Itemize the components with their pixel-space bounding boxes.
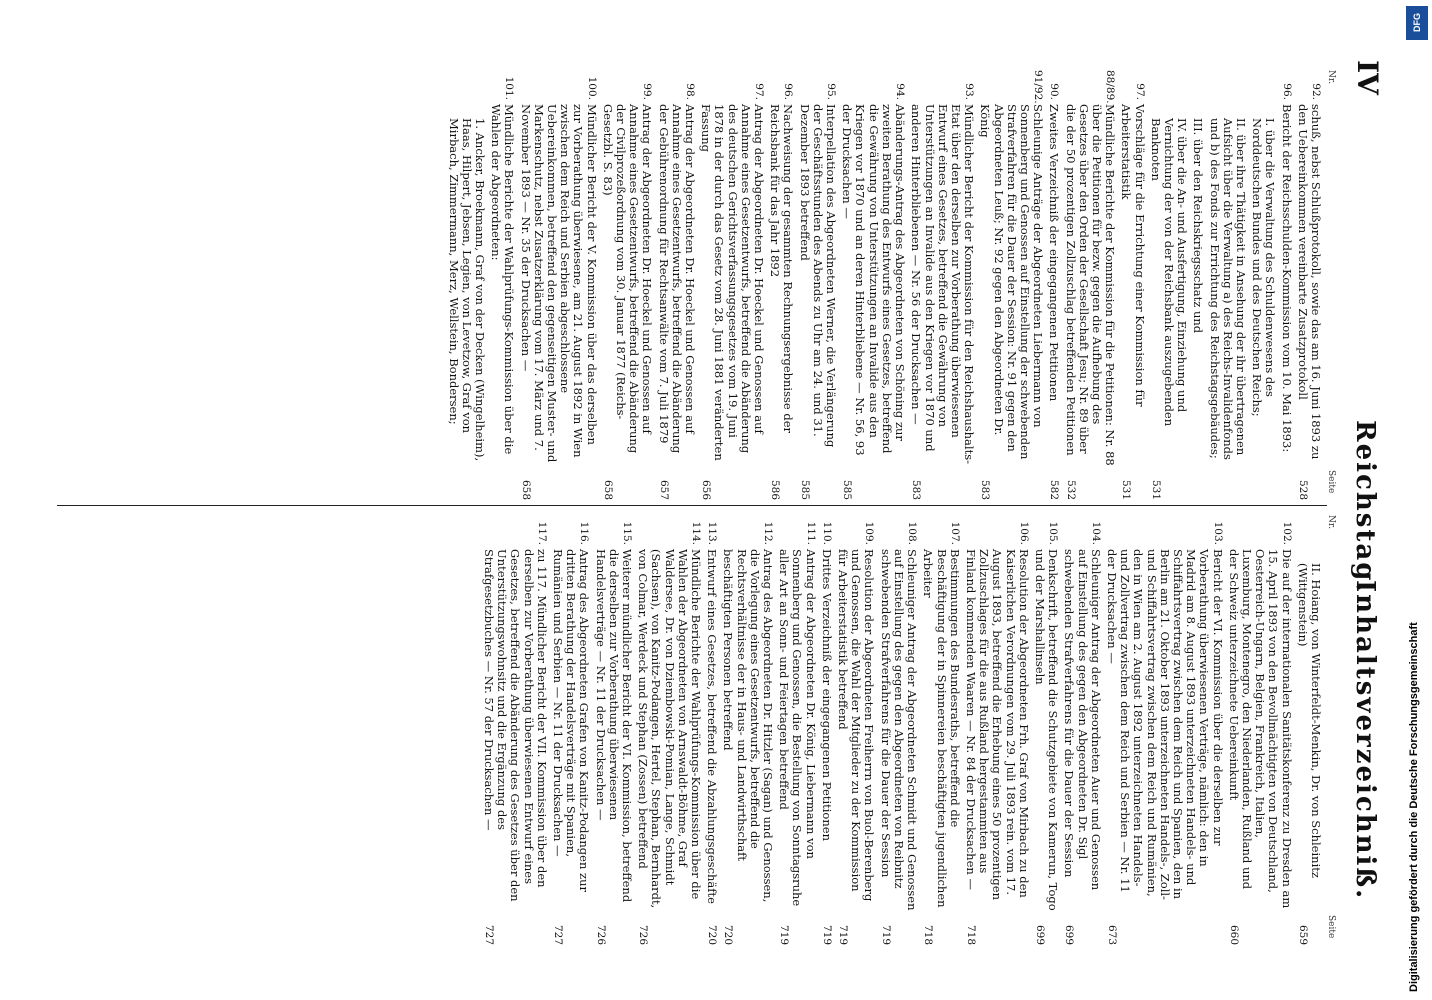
- digitization-note: Digitalisierung gefördert durch die Deutsche Forschungsgemeinschaft: [1408, 622, 1420, 992]
- toc-entry: [1033, 515, 1059, 945]
- toc-entry: [1119, 70, 1145, 500]
- toc-entry: [593, 515, 633, 945]
- toc-entry: [1047, 70, 1060, 500]
- entry-page: 660: [1227, 924, 1240, 945]
- toc-entry: [705, 515, 718, 945]
- entry-page: 719: [820, 924, 833, 945]
- entry-text: Antrag der Abgeordneten Dr. Hoeckel und Genossen auf Annahme eines Gesetzentwurfs, betreffend die Abänderung der Civilprozeßordnung vom 30. Januar 1877 (Reichs-Gesetzbl. S. 83): [600, 104, 655, 454]
- entry-text: Schleuniger Antrag der Abgeordneten Auer und Genossen auf Einstellung des gegen den Abgeordneten Dr. Sigl schwebenden Strafverfahrens für die Dauer der Session: [1062, 549, 1103, 891]
- entry-number: 108.: [906, 521, 919, 545]
- entry-text: Bericht der VI. Kommission über die derselben zur Vorberathung überwiesenen Verträge, nämlich: den in Madrid am 8. August 1893 unterzeichneten Handels- und Schiffahrtsvertrag zwischen dem Reich und Spanien, den in Berlin am 21. Oktober 1893 unterzeichneten Handels-, Zoll- und Schiffahrtsvertrag zwischen dem Reich und Rumänien, den in Wien am 2. August 1892 unterzeichneten Handels- und Zollvertrag zwischen dem Reich und Serbien — Nr. 11 der Drucksachen —: [1104, 549, 1225, 900]
- entry-text: Die auf der internationalen Sanitätskonferenz zu Dresden am 15. April 1893 von den Bevollmächtigten von Deutschland, Oesterreich-Ungarn, Belgien, Frankreich, Italien, Luxemburg, Montenegro, den Niederlanden, Rußland und der Schweiz unterzeichnete Uebereinkunft: [1226, 549, 1294, 909]
- toc-entry: [636, 515, 702, 945]
- entry-text: Antrag des Abgeordneten Dr. Hitzler (Sagan) und Genossen, die Vorlegung eines Gesetzentwurfs, betreffend die Rechtsverhältnisse der in Haus- und Landwirthschaft beschäftigten Personen betreffend: [721, 549, 776, 903]
- entry-number: 110.: [820, 521, 833, 545]
- toc-entry: [768, 70, 794, 500]
- entry-number: 91/92.: [1032, 70, 1045, 104]
- toc-entry: [797, 70, 837, 500]
- entry-number: 97.: [1133, 83, 1146, 100]
- entry-text: Abänderungs-Antrag des Abgeordneten von Schöning zur zweiten Berathung des Entwurfs eines Gesetzes, betreffend die Gewährung von Unterstützungen an Invalide aus den Kriegen vor 1870 und an deren Hinterbliebene — Nr. 56, 93 der Drucksachen —: [840, 104, 908, 456]
- entry-text: Schleuniger Antrag der Abgeordneten Schmidt und Genossen auf Einstellung des gegen den Abgeordneten von Reibnitz schwebenden Strafverfahrens für die Dauer der Session: [878, 549, 920, 911]
- entry-page: 656: [700, 479, 713, 500]
- toc-entry: [840, 70, 906, 500]
- toc-entry: [1105, 515, 1224, 945]
- toc-entry: [1062, 515, 1102, 945]
- entry-text: Bestimmungen des Bundesraths, betreffend die Beschäftigung der in Spinnereien beschäftigten jugendlichen Arbeiter: [921, 549, 962, 908]
- toc-entry: [482, 515, 548, 945]
- entry-page: 659: [1296, 924, 1309, 945]
- entry-text: zu 117. Mündlicher Bericht der VII. Kommission über den derselben zur Vorberathung überwiesenen Entwurf eines Gesetzes, betreffend die Abänderung des Gesetzes über den Unterstützungswohnsitz und die Ergänzung des Strafgesetzbuches — Nr. 57 der Drucksachen —: [482, 549, 549, 902]
- entry-text: Nachweisung der gesammten Rechnungsergebnisse der Reichsbank für das Jahr 1892: [768, 104, 796, 434]
- toc-entry: [1063, 70, 1116, 500]
- entry-text: Antrag der Abgeordneten Dr. Hoeckel und Genossen auf Annahme eines Gesetzentwurfs, betreffend die Abänderung der Gebührenordnung für Rechtsanwälte vom 7. Juli 1879: [656, 104, 698, 454]
- entry-number: 102.: [1280, 521, 1293, 545]
- entry-text: Mündlicher Bericht der Kommission für den Reichshaushalts-Etat über den derselben zur Vorberathung überwiesenen Entwurf eines Gesetzes, betreffend die Gewährung von Unterstützungen an Invalide aus den Kriegen vor 1870 und anderen Hinterbliebenen — Nr. 56 der Drucksachen —: [909, 104, 977, 465]
- toc-entry: [1296, 515, 1322, 945]
- toc-entry: [1250, 70, 1276, 500]
- right-col-nr-label: Nr.: [1326, 515, 1336, 530]
- entry-number: 101.: [503, 76, 516, 100]
- toc-entry: [1279, 70, 1292, 500]
- entry-text: II. über ihre Thätigkeit in Ansehung der ihr übertragenen Aufsicht über die Verwaltung a) des Reichs-Invalidenfonds und b) des Fonds zur Errichtung des Reichstagsgebäudes;: [1207, 118, 1248, 460]
- toc-entry: [721, 515, 774, 945]
- entry-page: 699: [1063, 924, 1076, 945]
- entry-text: II. Hoiang, von Winterfeldt-Menkin, Dr. von Schleinitz (Wittgenstein): [1295, 563, 1323, 878]
- entry-text: Mündliche Berichte der Wahlprüfungs-Kommission über die Wahlen der Abgeordneten von Arnswaldt-Böhme, Graf Waldersee, Dr. von Dziembowski-Pomian, Lange, Schmidt (Sachsen), von Kanitz-Podangen, Hertel, Stephan, Bernhardt, von Colmar, Werdeck und Stephan (Zossen) betreffend: [636, 549, 704, 909]
- toc-entry: [820, 515, 833, 945]
- entry-text: Schleunige Anträge der Abgeordneten Liebermann von Sonnenberg und Genossen auf Einstellung der schwebenden Strafverfahren für die Dauer der Session: Nr. 91 gegen den Abgeordneten Leuß; Nr. 92 gegen den Abgeordneten Dr. König: [978, 104, 1046, 460]
- entry-text: Resolution der Abgeordneten Frh. Graf von Mirbach zu den Kaiserlichen Verordnungen vom 29. Juli 1893 rein. vom 17. August 1893, betreffend die Erhebung eines 50 prozentigen Zollzuschlages für die aus Rußland hergestammten aus Finland kommenden Waaren — Nr. 84 der Drucksachen —: [963, 549, 1031, 900]
- entry-page: 727: [552, 924, 565, 945]
- right-col-seite-label: Seite: [1326, 915, 1336, 939]
- toc-entry: [836, 515, 876, 945]
- entry-text: Interpellation des Abgeordneten Werner, die Verlängerung der Geschäftsstunden des Abends zu Uhr am 24. und 31. Dezember 1893 betreffend: [797, 104, 839, 448]
- entry-text: Vorschläge für die Errichtung einer Kommission für Arbeiterstatistik: [1119, 104, 1147, 407]
- entry-number: 94.: [894, 83, 907, 100]
- toc-entry: [601, 70, 654, 500]
- toc-entry: [921, 515, 961, 945]
- dfg-logo: DFG: [1406, 6, 1428, 40]
- entry-number: 106.: [1017, 521, 1030, 545]
- toc-entry: [1207, 70, 1247, 500]
- toc-entry: [1296, 70, 1322, 500]
- entry-number: 112.: [762, 521, 775, 545]
- entry-number: 92.: [1310, 83, 1322, 100]
- entry-number: 88/89.: [1104, 70, 1117, 104]
- entry-number: 95.: [825, 83, 838, 100]
- entry-number: 113.: [706, 521, 719, 545]
- entry-number: 99.: [641, 83, 654, 100]
- title-reichstag: Reichstag.: [1350, 420, 1380, 594]
- toc-entry: [879, 515, 919, 945]
- entry-page: 718: [964, 924, 977, 945]
- toc-left-column: [443, 70, 1322, 500]
- toc-entry: [777, 515, 817, 945]
- entry-page: 726: [594, 924, 607, 945]
- entry-page: 585: [798, 479, 811, 500]
- entry-number: 96.: [1280, 83, 1293, 100]
- entry-text: Denkschrift, betreffend die Schutzgebiete von Kamerun, Togo und der Marshallinseln: [1032, 549, 1061, 911]
- entry-text: schuß, nebst Schlußprotokoll, sowie das am 16. Juni 1893 zu den Uebereinkommen vereinbarte Zusatzprotokoll: [1295, 104, 1323, 460]
- page-number: IV: [1351, 60, 1384, 95]
- toc-entry: [1227, 515, 1293, 945]
- entry-page: 583: [979, 479, 992, 500]
- entry-text: Bericht der Reichsschulden-Kommission vom 10. Mai 1893:: [1279, 104, 1294, 453]
- toc-entry: [518, 70, 597, 500]
- entry-number: 100.: [585, 76, 598, 100]
- entry-text: 1. Ancker, Broekmann, Graf von der Decken (Wingelheim), Haas, Hilpert, Jebsen, Legien, von Levetzow, Graf von Mirbach, Zimmermann, Merz, Wellstein, Bondersen;: [446, 118, 488, 462]
- entry-text: III. über den Reichskriegsschatz und: [1191, 118, 1206, 334]
- entry-page: 718: [922, 924, 935, 945]
- entry-page: 658: [601, 479, 614, 500]
- left-col-nr-label: Nr.: [1326, 70, 1336, 85]
- entry-text: Antrag der Abgeordneten Dr. König, Liebermann von Sonnenberg und Genossen, die Bestellung von Sonntagsruhe aller Art an Sonn- und Feiertagen betreffend: [777, 549, 818, 907]
- entry-page: 532: [1064, 479, 1077, 500]
- entry-page: 658: [519, 479, 532, 500]
- left-col-seite-label: Seite: [1326, 470, 1336, 494]
- entry-number: 109.: [863, 521, 876, 545]
- entry-text: Drittes Verzeichniß der eingegangenen Petitionen: [819, 549, 834, 841]
- entry-page: 531: [1120, 479, 1133, 500]
- entry-number: 105.: [1047, 521, 1060, 545]
- toc-entry: [964, 515, 1030, 945]
- toc-right-column: [479, 515, 1322, 945]
- entry-text: Zweites Verzeichniß der eingegangenen Petitionen: [1047, 104, 1062, 402]
- entry-page: 720: [706, 924, 719, 945]
- entry-number: 103.: [1211, 521, 1224, 545]
- entry-page: 719: [879, 924, 892, 945]
- toc-entry: [489, 70, 515, 500]
- toc-entry: [699, 70, 765, 500]
- entry-number: 115.: [621, 521, 634, 545]
- entry-number: 116.: [578, 521, 591, 545]
- entry-number: 117.: [535, 521, 548, 545]
- entry-page: 531: [1149, 479, 1162, 500]
- entry-page: 585: [841, 479, 854, 500]
- entry-page: 727: [483, 924, 496, 945]
- entry-page: 719: [778, 924, 791, 945]
- entry-page: 657: [657, 479, 670, 500]
- entry-number: 107.: [948, 521, 961, 545]
- entry-page: 673: [1105, 924, 1118, 945]
- entry-page: 720: [722, 924, 735, 945]
- toc-entry: [656, 70, 696, 500]
- entry-text: IV. über die An- und Ausfertigung, Einziehung und Vernichtung der von der Reichsbank auszugebenden Banknoten: [1148, 118, 1190, 427]
- toc-entry: [551, 515, 591, 945]
- entry-number: 114.: [690, 521, 703, 545]
- toc-entry: [909, 70, 975, 500]
- entry-text: Mündliche Berichte der Wahlprüfungs-Kommission über die Wahlen der Abgeordneten:: [489, 104, 517, 455]
- entry-number: 104.: [1089, 521, 1102, 545]
- entry-number: 90.: [1048, 83, 1061, 100]
- column-divider: [57, 505, 1327, 506]
- entry-page: 699: [1033, 924, 1046, 945]
- page-header: [1332, 60, 1392, 940]
- entry-text: Mündlicher Bericht der V. Kommission über das derselben zur Vorberathung überwiesene, am 21. August 1892 in Wien zwischen dem Reich und Serbien abgeschlossene Uebereinkommen, betreffend den gegenseitigen Muster- und Markenschutz, nebst Zusatzerklärung vom 17. März und 7. November 1893 — Nr. 35 der Drucksachen —: [518, 104, 599, 463]
- entry-page: 583: [910, 479, 923, 500]
- entry-number: 97.: [753, 83, 766, 100]
- toc-entry: [446, 70, 486, 500]
- entry-number: 96.: [782, 83, 795, 100]
- toc-entry: [978, 70, 1044, 500]
- toc-entry: [1191, 70, 1204, 500]
- entry-number: 111.: [804, 521, 817, 545]
- title-inhaltsverzeichnis: Inhaltsverzeichniß.: [1350, 580, 1380, 901]
- entry-page: 726: [637, 924, 650, 945]
- entry-text: Resolution der Abgeordneten Freiherrn von Buol-Berenberg und Genossen, die Wahl der Mitglieder zu der Kommission für Arbeiterstatistik betreffend: [836, 549, 877, 902]
- entry-page: 582: [1048, 479, 1061, 500]
- entry-text: Antrag der Abgeordneten Dr. Hoeckel und Genossen auf Annahme eines Gesetzentwurfs, betreffend die Abänderung des deutschen Gerichtsverfassungsgesetzes vom 19. Juni 1878 in der durch das Gesetz vom 28. Juni 1881 veränderten Fassung: [699, 104, 767, 461]
- entry-text: Antrag des Abgeordneten Grafen von Kanitz-Podangen zur dritten Berathung der Handelsverträge mit Spanien, Rumänien und Serbien — Nr. 11 der Drucksachen —: [551, 549, 592, 893]
- toc-entry: [1149, 70, 1189, 500]
- entry-text: I. über die Verwaltung des Schuldenwesens des Norddeutschen Bundes und des Deutschen Reichs;: [1250, 118, 1278, 417]
- entry-text: Entwurf eines Gesetzes, betreffend die Abzahlungsgeschäfte: [705, 549, 720, 904]
- entry-page: 586: [769, 479, 782, 500]
- entry-text: Weiterer mündlicher Bericht der VI. Kommission, betreffend die derselben zur Vorberathung überwiesenen Handelsverträge — Nr. 11 der Drucksachen —: [593, 549, 635, 903]
- entry-page: 528: [1296, 479, 1309, 500]
- entry-page: 719: [837, 924, 850, 945]
- entry-number: 93.: [963, 83, 976, 100]
- entry-text: Mündliche Berichte der Kommission für die Petitionen: Nr. 88 über die Petitionen für bezw. gegen die Aufhebung des Gesetzes über den Orden der Gesellschaft Jesu; Nr. 89 über die der 50 prozentigen Zollzuschlag betreffenden Petitionen: [1063, 104, 1118, 466]
- entry-number: 98.: [684, 83, 697, 100]
